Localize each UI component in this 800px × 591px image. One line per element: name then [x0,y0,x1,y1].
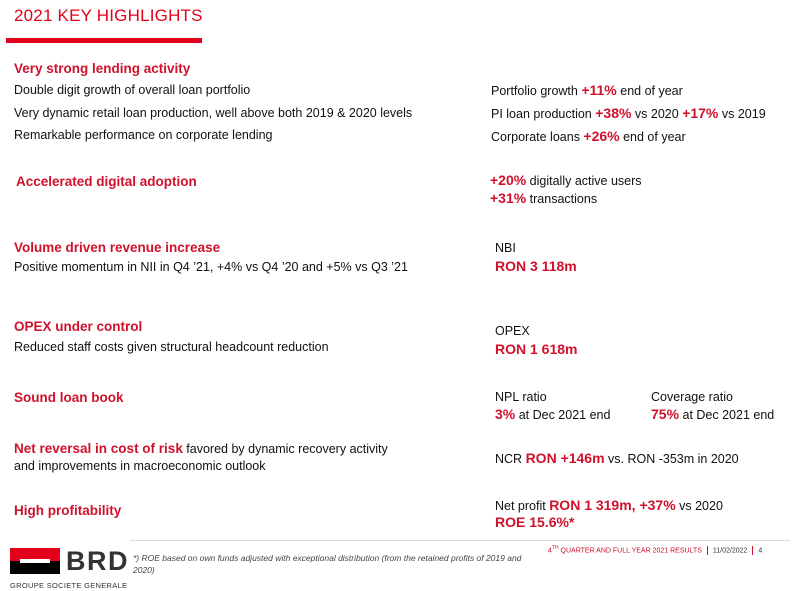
kpi-suffix: vs 2020 [675,499,723,513]
corporate-loans-kpi [491,128,686,144]
loanbook-heading: Sound loan book [14,390,124,405]
opex-label: OPEX [495,324,530,338]
coverage-label: Coverage ratio [651,390,733,404]
digital-heading: Accelerated digital adoption [16,174,197,189]
page-title: 2021 KEY HIGHLIGHTS [14,6,203,25]
kpi-suffix: transactions [526,192,598,206]
kpi-label: Net profit [495,499,550,513]
net-profit-kpi [495,497,723,513]
risk-line-1-text: favored by dynamic recovery activity [182,442,388,456]
kpi-suffix: vs 2019 [718,107,766,121]
portfolio-growth-kpi [491,82,683,98]
lending-line-3: Remarkable performance on corporate lending [14,128,273,142]
digital-users-kpi [490,172,642,188]
logo-subtitle: GROUPE SOCIETE GENERALE [10,581,128,590]
kpi-value: +20% [490,172,527,188]
roe-value: ROE 15.6%* [495,514,575,530]
kpi-label: Corporate loans [491,130,584,144]
kpi-value-2: +17% [682,105,719,121]
risk-heading: Net reversal in cost of risk [14,441,183,456]
kpi-label: NCR [495,452,526,466]
kpi-value: 75% [651,406,680,422]
nbi-value: RON 3 118m [495,258,577,274]
report-info [548,545,762,555]
kpi-suffix: at Dec 2021 end [515,408,611,422]
kpi-value: +11% [581,82,617,98]
kpi-value: +26% [583,128,620,144]
nbi-label: NBI [495,241,516,255]
lending-heading: Very strong lending activity [14,61,191,76]
kpi-label: PI loan production [491,107,596,121]
digital-transactions-kpi [490,190,597,206]
kpi-value: RON 1 319m, +37% [549,497,676,513]
risk-line-2: and improvements in macroeconomic outlook [14,459,266,473]
report-date: 11/02/2022 [712,547,748,555]
opex-line: Reduced staff costs given structural headcount reduction [14,340,329,354]
kpi-suffix: vs. RON -353m in 2020 [604,452,739,466]
kpi-suffix: digitally active users [526,174,642,188]
pi-loan-production-kpi [491,105,766,121]
footnote: *) ROE based on own funds adjusted with exceptional distribution (from the retained profits of 2019 and 2020) [133,553,522,575]
risk-line-1 [14,441,388,456]
footer-separator [707,546,708,555]
kpi-value: +31% [490,190,527,206]
revenue-heading: Volume driven revenue increase [14,240,221,255]
logo-mark-icon [10,548,60,574]
opex-heading: OPEX under control [14,319,143,334]
npl-kpi [495,406,610,422]
kpi-mid: vs 2020 [631,107,683,121]
report-sup: TH [551,545,559,551]
report-number: 4 [548,547,552,555]
kpi-suffix: at Dec 2021 end [679,408,775,422]
opex-value: RON 1 618m [495,341,578,357]
logo-text: BRD [66,546,129,576]
kpi-value: 3% [495,406,516,422]
ncr-kpi [495,450,739,466]
lending-line-2: Very dynamic retail loan production, well above both 2019 & 2020 levels [14,106,413,120]
revenue-line: Positive momentum in NII in Q4 ’21, +4% vs Q4 ’20 and +5% vs Q3 ’21 [14,260,408,274]
kpi-label: Portfolio growth [491,84,582,98]
kpi-suffix: end of year [616,84,683,98]
coverage-kpi [651,406,774,422]
lending-line-1: Double digit growth of overall loan portfolio [14,83,251,97]
footer-divider [130,540,790,541]
kpi-value: RON +146m [525,450,605,466]
footer-separator [752,546,753,555]
report-title: QUARTER AND FULL YEAR 2021 RESULTS [558,547,702,555]
kpi-suffix: end of year [619,130,686,144]
profit-heading: High profitability [14,503,122,518]
kpi-value: +38% [595,105,632,121]
npl-label: NPL ratio [495,390,547,404]
page-number: 4 [758,547,763,555]
title-underline [6,38,202,43]
